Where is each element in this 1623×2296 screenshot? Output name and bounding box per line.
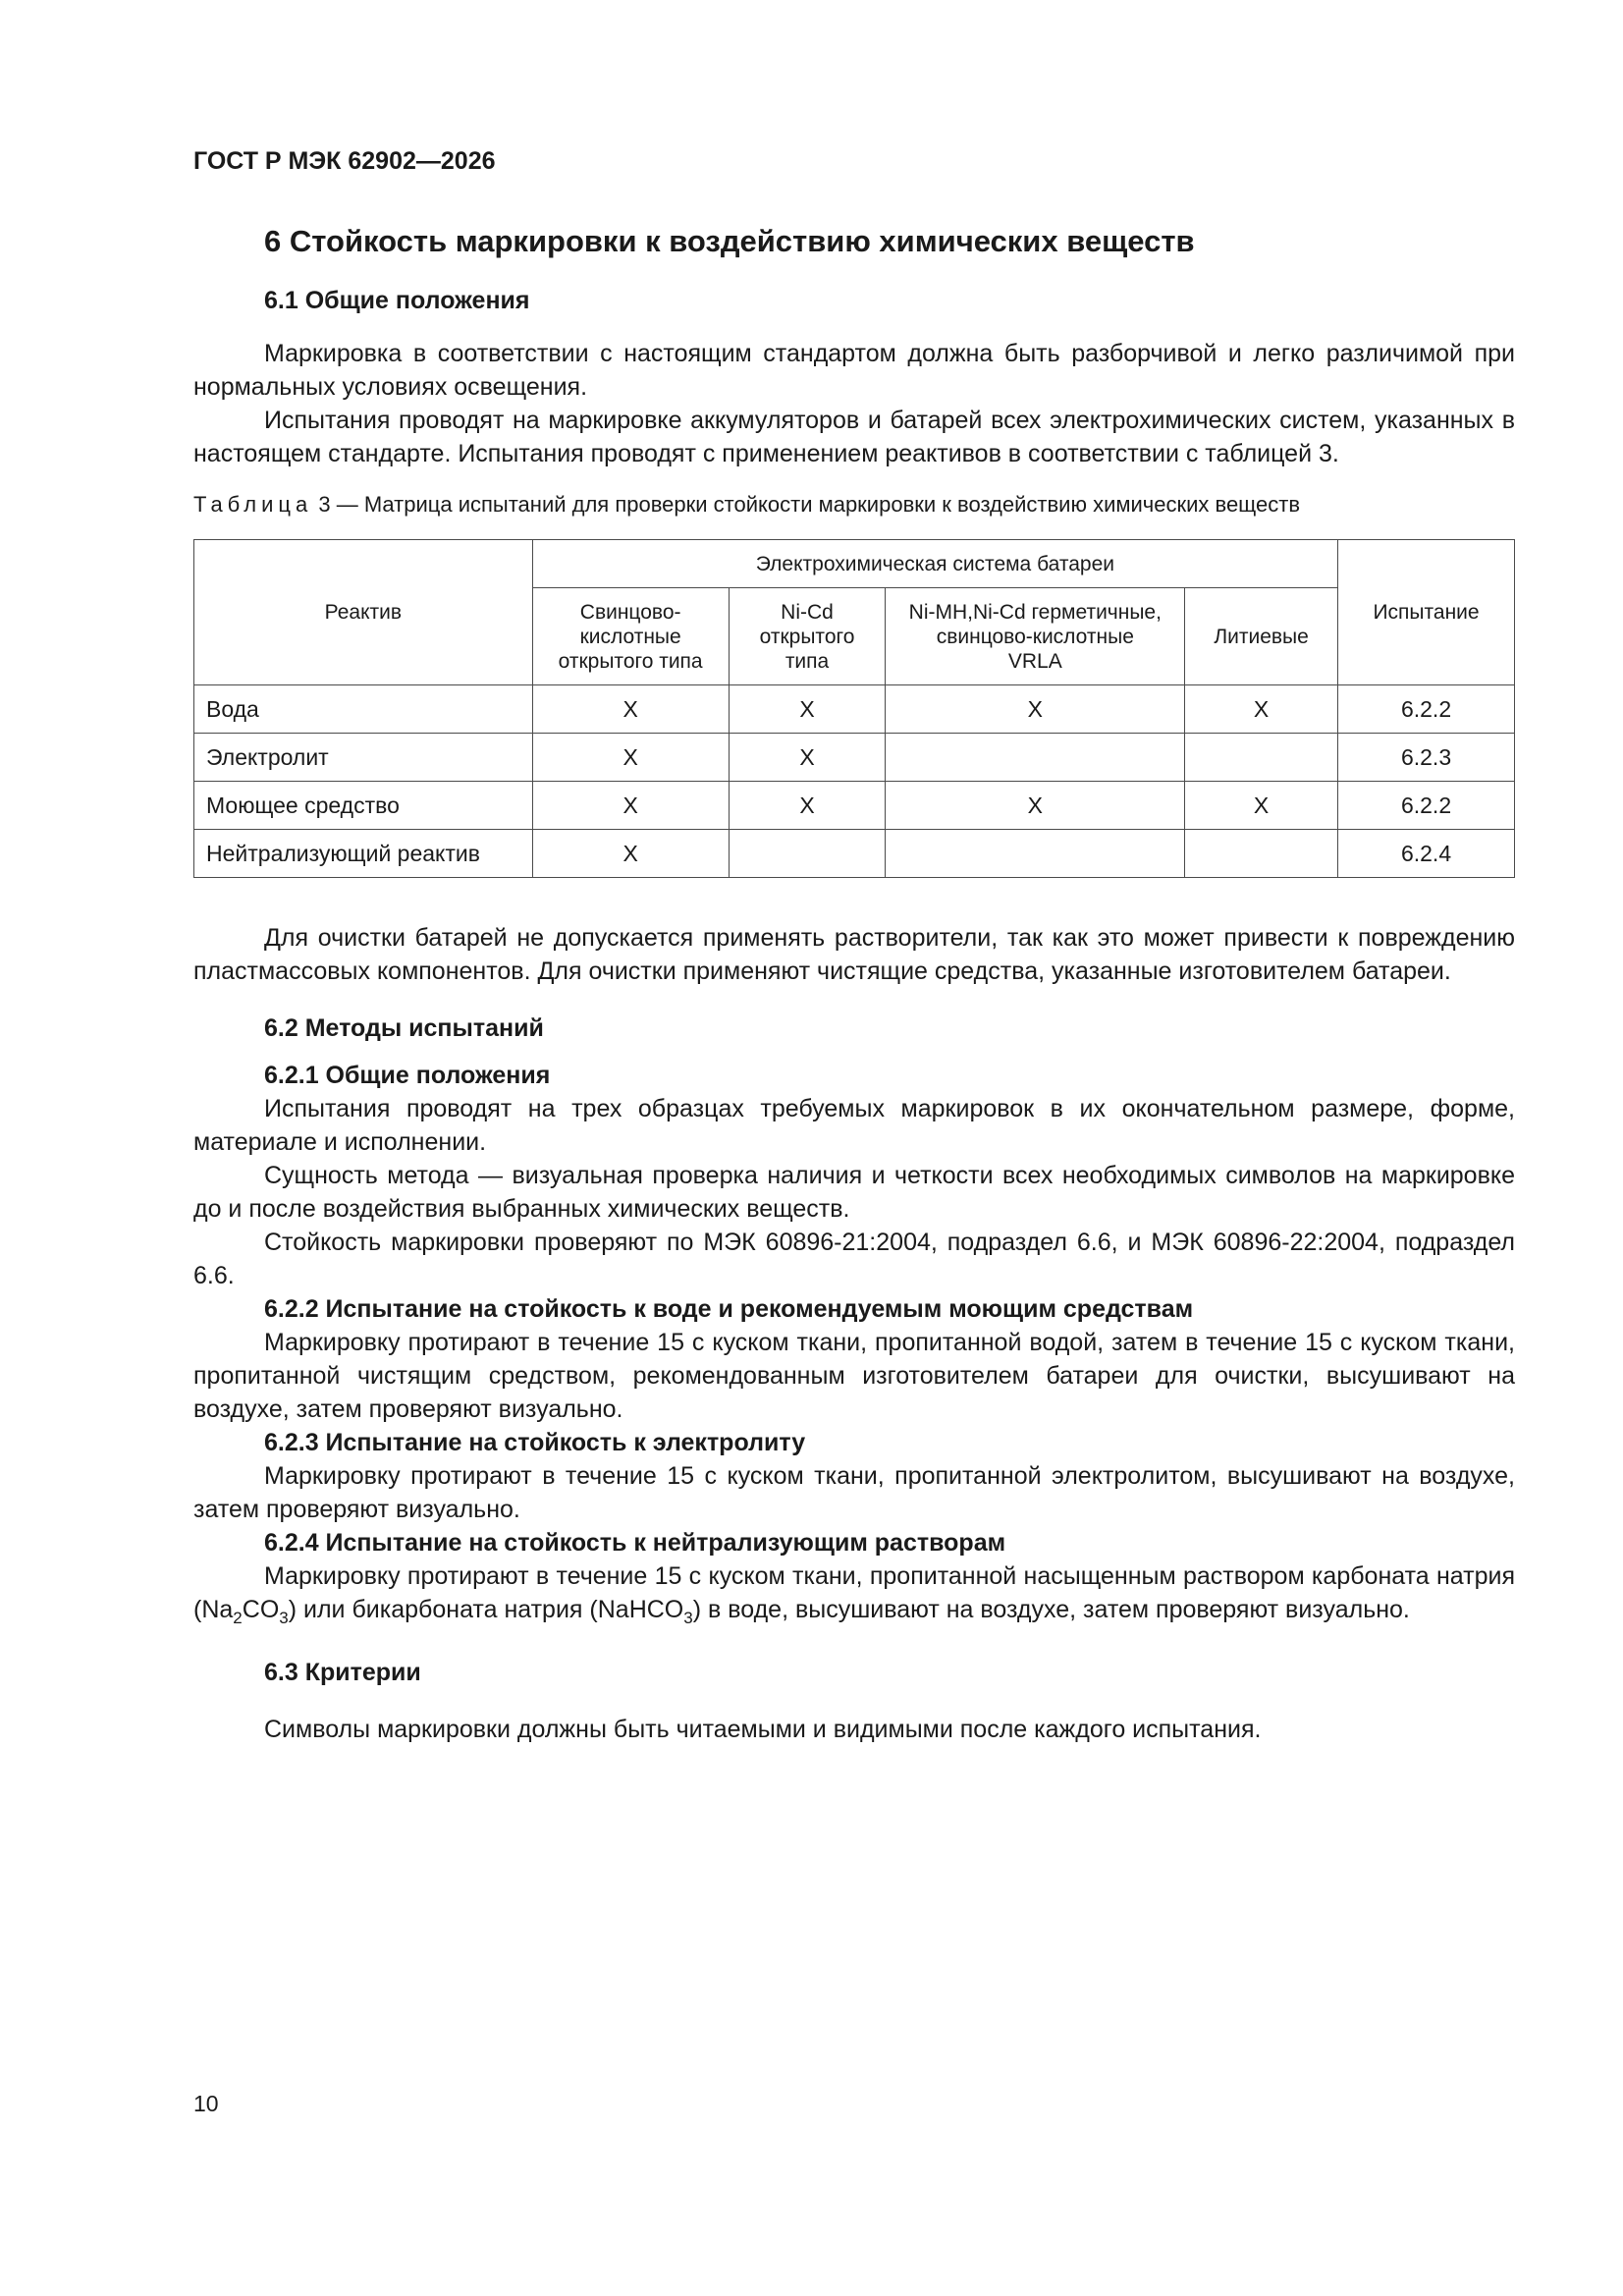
paragraph: Для очистки батарей не допускается применять растворители, так как это может привести к повреждению пластмассовых компонентов. Для очистки применяют чистящие средства, указанные изготовителем батареи. bbox=[193, 924, 1515, 985]
table-cell-test: 6.2.2 bbox=[1338, 782, 1515, 830]
section-6-2-4-title: 6.2.4 Испытание на стойкость к нейтрализующим растворам bbox=[264, 1529, 1006, 1557]
table-row bbox=[194, 782, 1515, 830]
table-cell-reagent: Нейтрализующий реактив bbox=[194, 830, 533, 878]
table-cell bbox=[886, 830, 1185, 878]
table-cell: X bbox=[532, 830, 729, 878]
table-header-reagent: Реактив bbox=[194, 540, 533, 685]
table-header-sealed: Ni-MH,Ni-Cd герметичные, свинцово-кислотные VRLA bbox=[886, 588, 1185, 685]
table-cell: X bbox=[729, 685, 886, 734]
table-row bbox=[194, 830, 1515, 878]
paragraph: Маркировка в соответствии с настоящим стандартом должна быть разборчивой и легко различимой при нормальных условиях освещения. bbox=[193, 340, 1515, 401]
paragraph: Маркировку протирают в течение 15 с куском ткани, пропитанной водой, затем в течение 15 с куском ткани, пропитанной чистящим средством, рекомендованным изготовителем батареи для очистки, высушивают на воздухе, затем проверяют визуально. bbox=[193, 1329, 1515, 1423]
section-6-title: 6 Стойкость маркировки к воздействию химических веществ bbox=[264, 224, 1195, 258]
table-cell: X bbox=[729, 734, 886, 782]
table-caption bbox=[193, 488, 1515, 521]
table-cell: X bbox=[532, 782, 729, 830]
table-cell-reagent: Электролит bbox=[194, 734, 533, 782]
paragraph: Испытания проводят на маркировке аккумуляторов и батарей всех электрохимических систем, указанных в настоящем стандарте. Испытания проводят с применением реактивов в соответствии с таблицей 3. bbox=[193, 407, 1515, 467]
table-row bbox=[194, 734, 1515, 782]
table-cell bbox=[729, 830, 886, 878]
table-header-test: Испытание bbox=[1338, 540, 1515, 685]
paragraph: Сущность метода — визуальная проверка наличия и четкости всех необходимых символов на маркировке до и после воздействия выбранных химических веществ. bbox=[193, 1162, 1515, 1223]
table-cell-test: 6.2.4 bbox=[1338, 830, 1515, 878]
subscript: 3 bbox=[279, 1609, 289, 1627]
section-6-3-title: 6.3 Критерии bbox=[264, 1659, 421, 1686]
table-cell: X bbox=[532, 685, 729, 734]
table-cell bbox=[1185, 734, 1338, 782]
table-cell: X bbox=[886, 685, 1185, 734]
table-header-lithium: Литиевые bbox=[1185, 588, 1338, 685]
table-header-nicd: Ni-Cd открытого типа bbox=[729, 588, 886, 685]
table-cell-reagent: Моющее средство bbox=[194, 782, 533, 830]
table-cell: X bbox=[729, 782, 886, 830]
table-cell bbox=[886, 734, 1185, 782]
paragraph: Маркировку протирают в течение 15 с куском ткани, пропитанной электролитом, высушивают на воздухе, затем проверяют визуально. bbox=[193, 1462, 1515, 1523]
subscript: 2 bbox=[233, 1609, 243, 1627]
section-6-2-2-title: 6.2.2 Испытание на стойкость к воде и рекомендуемым моющим средствам bbox=[264, 1295, 1194, 1323]
table-caption-text: 3 — Матрица испытаний для проверки стойкости маркировки к воздействию химических веществ bbox=[312, 492, 1301, 517]
table-cell: X bbox=[1185, 782, 1338, 830]
paragraph: Символы маркировки должны быть читаемыми и видимыми после каждого испытания. bbox=[264, 1716, 1262, 1743]
table-cell: X bbox=[532, 734, 729, 782]
table-header-group: Электрохимическая система батареи bbox=[532, 540, 1337, 588]
table-cell: X bbox=[1185, 685, 1338, 734]
table-row bbox=[194, 685, 1515, 734]
document-id: ГОСТ Р МЭК 62902—2026 bbox=[193, 147, 496, 175]
table-caption-word: Таблица bbox=[193, 492, 313, 517]
table-cell bbox=[1185, 830, 1338, 878]
page-content bbox=[193, 221, 1515, 1746]
page-number: 10 bbox=[193, 2091, 219, 2116]
table-header-lead-acid: Свинцово- кислотные открытого типа bbox=[532, 588, 729, 685]
table-cell: X bbox=[886, 782, 1185, 830]
paragraph-with-formulas: Маркировку протирают в течение 15 с куском ткани, пропитанной насыщенным раствором карбоната натрия $(Na_2CO_3)$ или бикарбоната натрия (NaHCO$_3$) в воде, высушивают на воздухе, затем проверяют визуально. bbox=[193, 1562, 1515, 1627]
test-matrix-table bbox=[193, 539, 1515, 878]
section-6-1-title: 6.1 Общие положения bbox=[264, 287, 530, 314]
table-cell-test: 6.2.3 bbox=[1338, 734, 1515, 782]
paragraph: Испытания проводят на трех образцах требуемых маркировок в их окончательном размере, форме, материале и исполнении. bbox=[193, 1095, 1515, 1156]
section-6-2-3-title: 6.2.3 Испытание на стойкость к электролиту bbox=[264, 1429, 806, 1456]
section-6-2-title: 6.2 Методы испытаний bbox=[264, 1014, 544, 1042]
paragraph: Стойкость маркировки проверяют по МЭК 60896-21:2004, подраздел 6.6, и МЭК 60896-22:2004, подраздел 6.6. bbox=[193, 1229, 1515, 1289]
table-cell-reagent: Вода bbox=[194, 685, 533, 734]
subscript: 3 bbox=[683, 1609, 693, 1627]
table-cell-test: 6.2.2 bbox=[1338, 685, 1515, 734]
section-6-2-1-title: 6.2.1 Общие положения bbox=[264, 1062, 551, 1089]
